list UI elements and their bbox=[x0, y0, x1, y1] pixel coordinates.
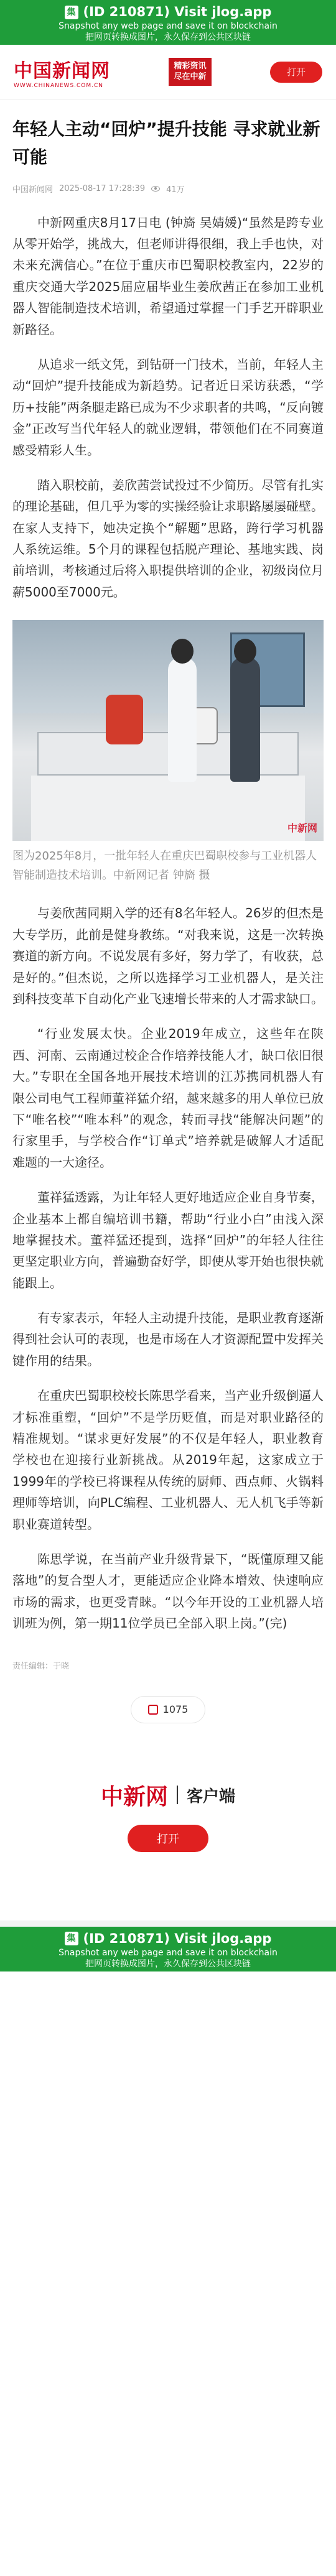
banner-app-id: (ID 210871) Visit jlog.app bbox=[83, 1930, 272, 1946]
article-photo[interactable] bbox=[12, 620, 324, 841]
article-paragraph: “行业发展太快。企业2019年成立，这些年在陕西、河南、云南通过校企合作培养技能人才，缺口依旧很大。”专职在全国各地开展技术培训的江苏携同机器人有限公司电气工程师董祥猛介绍，越来越多的用人单位已放下“唯名校”“唯本科”的观念，转而寻找“能解决问题”的行家里手，与学校合作“订单式”培养就是破解人才适配难题的一大途径。 bbox=[12, 1026, 324, 1170]
article-paragraph: 陈思学说，在当前产业升级背景下，“既懂原理又能落地”的复合型人才，更能适应企业降本增效、快速响应市场的需求，也更受青睐。“以今年开设的工业机器人培训班为例，第一期11位学员已全部入职上岗。”(完) bbox=[12, 1551, 324, 1631]
site-logo[interactable] bbox=[14, 55, 110, 89]
site-header bbox=[0, 45, 336, 100]
open-app-button[interactable]: 打开 bbox=[270, 62, 322, 83]
jlog-banner-bottom[interactable] bbox=[0, 1927, 336, 1971]
article-paragraph: 在重庆巴蜀职校校长陈思学看来，当产业升级倒逼人才标准重塑，“回炉”不是学历贬值，而是对职业路径的精准规划。“谋求更好发展”的不仅是年轻人，职业教育学校也在迎接行业新挑战。从2019年起，这家成立于1999年的学校已将课程从传统的厨师、西点师、火锅料理师等培训，向PLC编程、工业机器人、无人机飞手等新职业赛道转型。 bbox=[12, 1388, 324, 1532]
banner-title-row bbox=[0, 4, 336, 21]
article-body-continued bbox=[12, 902, 324, 1634]
views-eye-icon bbox=[151, 186, 160, 192]
article-title: 年轻人主动“回炉”提升技能 寻求就业新可能 bbox=[12, 119, 320, 167]
article-paragraph: 有专家表示，年轻人主动提升技能，是职业教育逐渐得到社会认可的表现，也是市场在人才资源配置中发挥关键作用的结果。 bbox=[12, 1310, 324, 1368]
like-button[interactable] bbox=[131, 1696, 205, 1723]
footer-logo: 中新网 bbox=[100, 1783, 168, 1810]
article-datetime: 2025-08-17 17:28:39 bbox=[59, 183, 146, 193]
article-paragraph: 董祥猛透露，为让年轻人更好地适应企业自身节奏，企业基本上都自编培训书籍，帮助“行业小白”由浅入深地掌握技术。董祥猛还提到，选择“回炉”的年轻人往往更坚定职业方向，普遍勤奋好学，即使从零开始也很快就能跟上。 bbox=[12, 1190, 324, 1290]
article bbox=[0, 116, 336, 1723]
jlog-logo-icon: 集 bbox=[65, 6, 78, 19]
footer-brand-row bbox=[0, 1779, 336, 1811]
article-paragraph: 与姜欣茜同期入学的还有8名年轻人。26岁的但杰是大专学历，此前是健身教练。“对我来说，这是一次转换赛道的新方向。不说发展有多好，努力学了，有收获，总是好的。”但杰说，之所以选择学习工业机器人，是关注到科技变革下自动化产业飞速增长带来的人才需求缺口。 bbox=[12, 906, 324, 1006]
footer-divider-band bbox=[0, 1920, 336, 1927]
photo-caption: 图为2025年8月，一批年轻人在重庆巴蜀职校参与工业机器人智能制造技术培训。中新网记者 钟旖 摄 bbox=[12, 850, 317, 882]
banner-line2: Snapshot any web page and save it on blockchain bbox=[58, 1947, 278, 1958]
article-editor: 责任编辑：于晓 bbox=[12, 1661, 70, 1671]
app-promo-footer bbox=[0, 1779, 336, 1852]
thumbs-up-icon bbox=[148, 1705, 158, 1715]
banner-line3: 把网页转换成图片，永久保存到公共区块链 bbox=[85, 32, 251, 43]
banner-line2: Snapshot any web page and save it on blockchain bbox=[58, 21, 278, 32]
article-paragraph: 踏入职校前，姜欣茜尝试投过不少简历。尽管有扎实的理论基础，但几乎为零的实操经验让求职路屡屡碰壁。在家人支持下，她决定换个“解题”思路，跨行学习机器人系统运维。5个月的课程包括脱产理论、基地实践、岗前培训，考核通过后将入职提供培训的企业，初级岗位月薪5000至7000元。 bbox=[12, 477, 324, 600]
header-tagline bbox=[169, 58, 211, 86]
banner-title-row bbox=[0, 1930, 336, 1947]
tagline-line2: 尽在中新 bbox=[174, 72, 207, 81]
footer-client-label: 客户端 bbox=[187, 1787, 236, 1806]
article-paragraph: 从追求一纸文凭，到钻研一门技术，当前，年轻人主动“回炉”提升技能成为新趋势。记者近日采访获悉，“学历+技能”两条腿走路已成为不少求职者的共鸣，“反向镀金”正改写当代年轻人的就业逻辑，带领他们在不同赛道感受精彩人生。 bbox=[12, 356, 324, 458]
article-views: 41万 bbox=[166, 185, 185, 195]
site-logo-en: WWW.CHINANEWS.COM.CN bbox=[14, 82, 104, 89]
article-meta bbox=[12, 183, 324, 195]
article-body bbox=[12, 212, 324, 603]
article-paragraph: 中新网重庆8月17日电 (钟旖 吴婧媛)“虽然是跨专业从零开始学，挑战大，但老师讲得很细，我上手也快，对未来充满信心。”在位于重庆市巴蜀职校教室内，22岁的重庆交通大学2025届应届毕业生姜欣茜正在参加工业机器人智能制造技术培训，希望通过掌握一门手艺开辟职业新路径。 bbox=[12, 215, 324, 337]
banner-app-id: (ID 210871) Visit jlog.app bbox=[83, 4, 272, 19]
tagline-line1: 精彩资讯 bbox=[174, 61, 207, 71]
site-logo-cn: 中国新闻网 bbox=[14, 60, 110, 82]
like-count: 1075 bbox=[162, 1703, 189, 1716]
article-source: 中国新闻网 bbox=[12, 185, 54, 195]
banner-line3: 把网页转换成图片，永久保存到公共区块链 bbox=[85, 1959, 251, 1970]
footer-divider bbox=[177, 1786, 178, 1804]
jlog-banner-top[interactable] bbox=[0, 0, 336, 45]
footer-open-app-button[interactable]: 打开 bbox=[128, 1825, 208, 1852]
photo-watermark: 中新网 bbox=[287, 822, 317, 835]
jlog-logo-icon: 集 bbox=[65, 1932, 78, 1945]
like-area bbox=[12, 1696, 324, 1723]
